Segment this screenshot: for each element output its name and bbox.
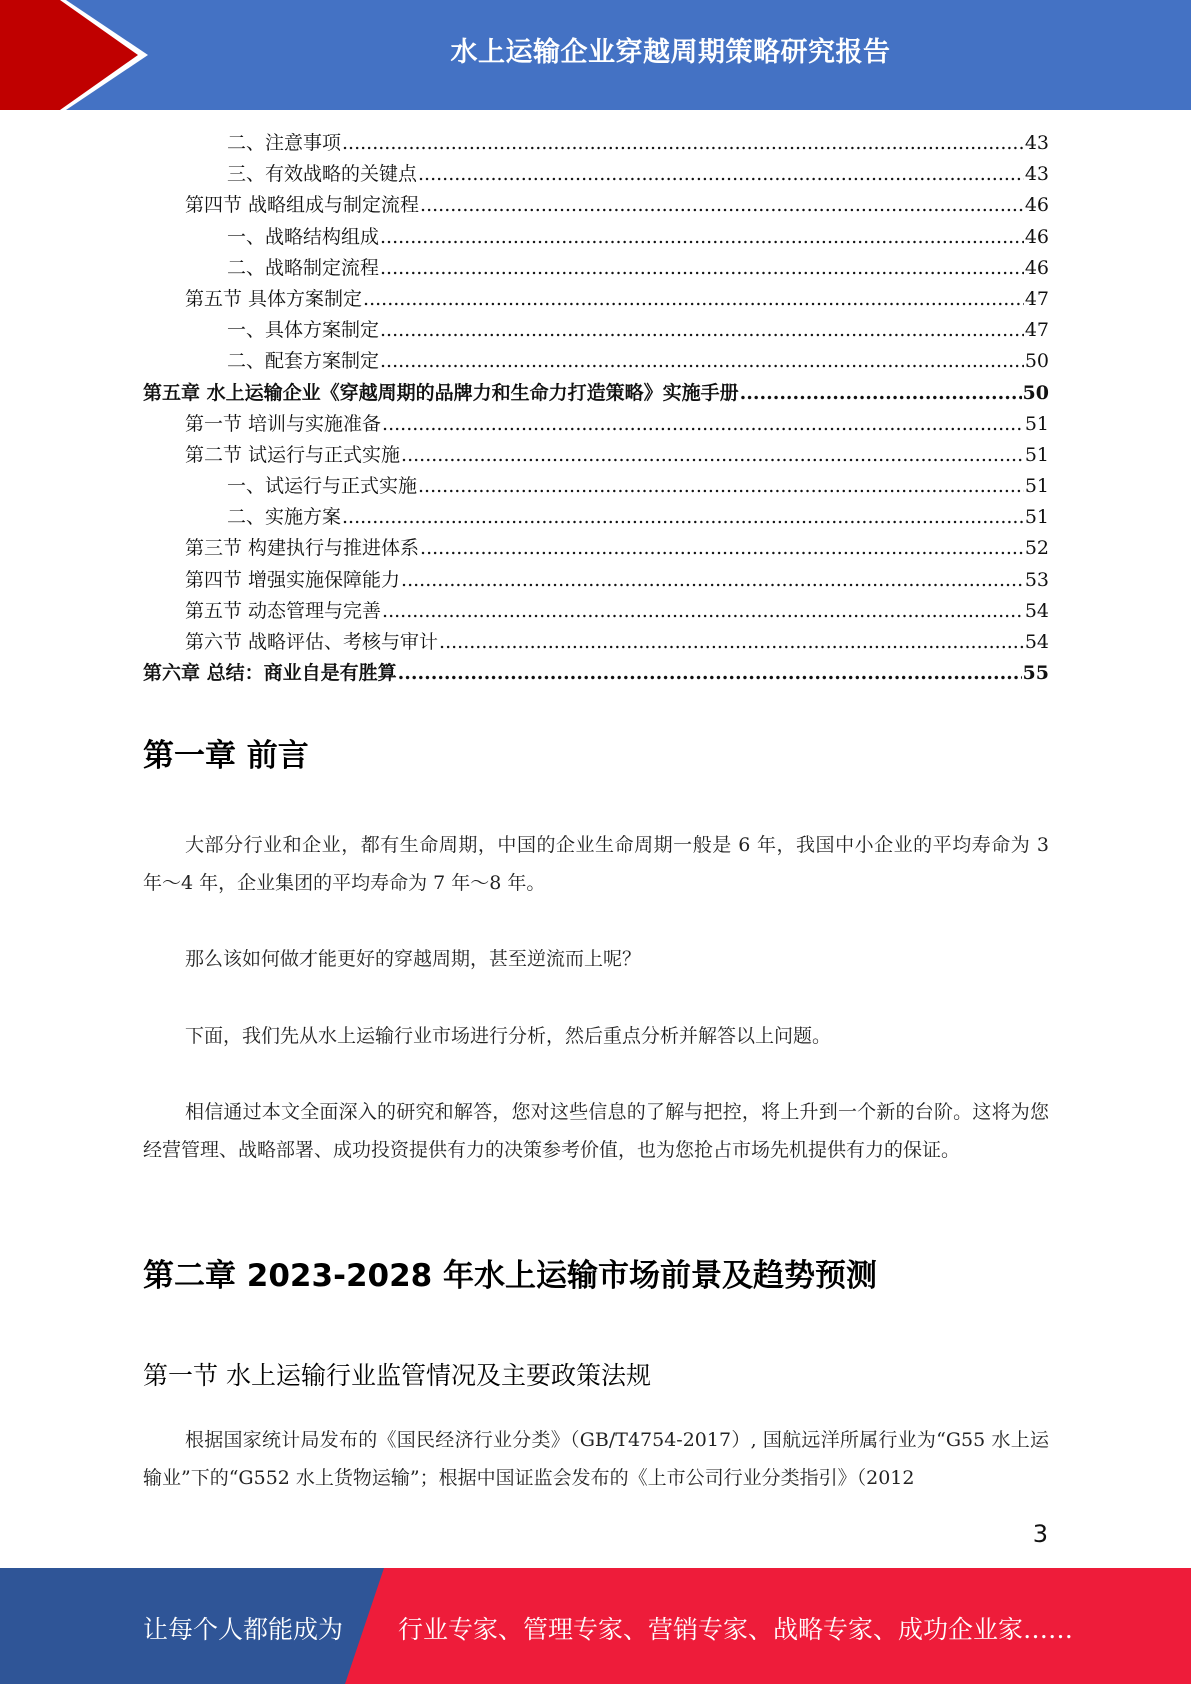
- toc-entry-label: 第六节 战略评估、考核与审计: [185, 631, 439, 653]
- toc-subsection-entry[interactable]: [143, 315, 1049, 346]
- toc-entry-page: 51: [1024, 506, 1049, 529]
- toc-entry-page: 46: [1024, 225, 1049, 248]
- toc-entry-label: 第六章 总结：商业自是有胜算: [143, 662, 397, 685]
- toc-dot-leader: [382, 409, 1024, 440]
- section-heading-regulation: 第一节 水上运输行业监管情况及主要政策法规: [143, 1361, 651, 1390]
- toc-entry-label: 第五章 水上运输企业《穿越周期的品牌力和生命力打造策略》实施手册: [143, 381, 739, 404]
- footer-slogan-right: 行业专家、管理专家、营销专家、战略专家、成功企业家……: [398, 1615, 1074, 1644]
- toc-dot-leader: [418, 471, 1024, 502]
- toc-dot-leader: [439, 627, 1024, 658]
- toc-subsection-entry[interactable]: [143, 471, 1049, 502]
- toc-entry-page: 47: [1024, 287, 1049, 310]
- toc-section-entry[interactable]: [143, 533, 1049, 564]
- toc-subsection-entry[interactable]: [143, 253, 1049, 284]
- page-number: 3: [1032, 1520, 1048, 1548]
- toc-subsection-entry[interactable]: [143, 159, 1049, 190]
- toc-dot-leader: [363, 284, 1024, 315]
- toc-dot-leader: [380, 315, 1024, 346]
- toc-entry-page: 54: [1024, 599, 1049, 622]
- toc-entry-page: 46: [1024, 194, 1049, 217]
- toc-section-entry[interactable]: [143, 565, 1049, 596]
- header-title: 水上运输企业穿越周期策略研究报告: [450, 37, 891, 68]
- toc-dot-leader: [401, 565, 1024, 596]
- footer-slogan-left: 让每个人都能成为: [143, 1615, 344, 1644]
- toc-entry-label: 第五节 动态管理与完善: [185, 599, 382, 622]
- toc-dot-leader: [418, 159, 1024, 190]
- toc-entry-page: 51: [1024, 412, 1049, 435]
- toc-entry-label: 三、有效战略的关键点: [227, 163, 418, 186]
- toc-entry-label: 二、实施方案: [227, 506, 342, 529]
- toc-entry-label: 二、配套方案制定: [227, 350, 380, 373]
- toc-dot-leader: [420, 533, 1024, 564]
- toc-chapter-entry[interactable]: [143, 658, 1049, 689]
- toc-entry-page: 50: [1022, 381, 1049, 404]
- toc-section-entry[interactable]: [143, 409, 1049, 440]
- paragraph: 根据国家统计局发布的《国民经济行业分类》（GB/T4754-2017）, 国航远洋所属行业为“G55 水上运输业”下的“G552 水上货物运输”；根据中国证监会发布的《上市公司行业分类指引》（2012: [143, 1429, 1049, 1489]
- toc-entry-page: 54: [1024, 631, 1049, 653]
- table-of-contents: [143, 128, 1049, 689]
- toc-section-entry[interactable]: [143, 596, 1049, 627]
- toc-entry-label: 第二节 试运行与正式实施: [185, 443, 401, 466]
- toc-entry-label: 第四节 增强实施保障能力: [185, 568, 401, 591]
- toc-subsection-entry[interactable]: [143, 502, 1049, 533]
- toc-section-entry[interactable]: [143, 190, 1049, 221]
- toc-entry-page: 43: [1024, 163, 1049, 186]
- paragraph: 大部分行业和企业，都有生命周期，中国的企业生命周期一般是 6 年，我国中小企业的平均寿命为 3 年～4 年，企业集团的平均寿命为 7 年～8 年。: [143, 834, 1049, 894]
- toc-entry-page: 50: [1024, 350, 1049, 373]
- toc-dot-leader: [342, 128, 1024, 159]
- toc-dot-leader: [382, 596, 1024, 627]
- toc-entry-page: 43: [1024, 132, 1049, 154]
- page-header: [0, 0, 1191, 110]
- toc-dot-leader: [740, 378, 1022, 409]
- chapter-heading-preface: 第一章 前言: [143, 738, 309, 774]
- toc-entry-label: 二、战略制定流程: [227, 256, 380, 279]
- toc-entry-page: 55: [1022, 662, 1049, 685]
- toc-dot-leader: [342, 502, 1024, 533]
- toc-entry-page: 51: [1024, 443, 1049, 466]
- toc-subsection-entry[interactable]: [143, 222, 1049, 253]
- toc-entry-page: 51: [1024, 475, 1049, 498]
- toc-dot-leader: [398, 658, 1022, 689]
- toc-dot-leader: [401, 440, 1024, 471]
- toc-section-entry[interactable]: [143, 627, 1049, 658]
- toc-entry-page: 53: [1024, 568, 1049, 591]
- toc-entry-label: 第五节 具体方案制定: [185, 287, 363, 310]
- toc-entry-page: 46: [1024, 256, 1049, 279]
- toc-entry-label: 第一节 培训与实施准备: [185, 412, 382, 435]
- toc-section-entry[interactable]: [143, 284, 1049, 315]
- toc-dot-leader: [380, 253, 1024, 284]
- paragraph: 相信通过本文全面深入的研究和解答，您对这些信息的了解与把控，将上升到一个新的台阶。这将为您经营管理、战略部署、成功投资提供有力的决策参考价值，也为您抢占市场先机提供有力的保证。: [143, 1101, 1049, 1161]
- toc-entry-label: 第三节 构建执行与推进体系: [185, 537, 420, 560]
- paragraph: 那么该如何做才能更好的穿越周期，甚至逆流而上呢？: [185, 948, 642, 970]
- toc-subsection-entry[interactable]: [143, 128, 1049, 159]
- toc-entry-label: 一、试运行与正式实施: [227, 475, 418, 498]
- toc-dot-leader: [420, 190, 1024, 221]
- toc-section-entry[interactable]: [143, 440, 1049, 471]
- toc-chapter-entry[interactable]: [143, 378, 1049, 409]
- paragraph: 下面，我们先从水上运输行业市场进行分析，然后重点分析并解答以上问题。: [185, 1025, 832, 1047]
- toc-entry-label: 二、注意事项: [227, 132, 342, 154]
- toc-entry-label: 第四节 战略组成与制定流程: [185, 194, 420, 217]
- toc-entry-page: 47: [1024, 319, 1049, 342]
- page-footer: [0, 1568, 1191, 1684]
- toc-subsection-entry[interactable]: [143, 346, 1049, 377]
- toc-entry-label: 一、具体方案制定: [227, 319, 380, 342]
- toc-entry-page: 52: [1024, 537, 1049, 560]
- toc-dot-leader: [380, 346, 1024, 377]
- toc-dot-leader: [380, 222, 1024, 253]
- toc-entry-label: 一、战略结构组成: [227, 225, 380, 248]
- chapter-heading-market-outlook: 第二章 2023-2028 年水上运输市场前景及趋势预测: [143, 1258, 878, 1294]
